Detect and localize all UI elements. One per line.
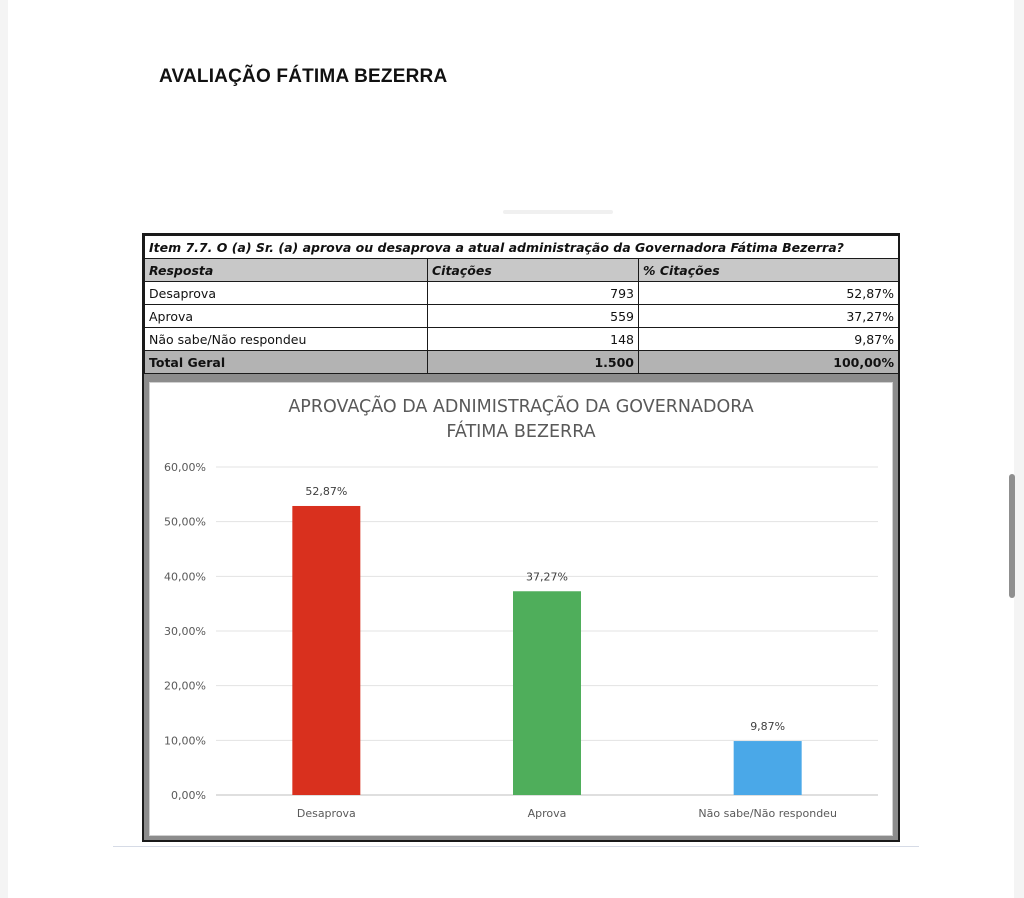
bar-chart (150, 383, 892, 835)
question-text: Item 7.7. O (a) Sr. (a) aprova ou desaprova a atual administração da Governadora Fátima Bezerra? (145, 236, 899, 259)
header-percent: % Citações (639, 259, 899, 282)
row-count: 148 (428, 328, 639, 351)
chart-title-line-2: FÁTIMA BEZERRA (446, 422, 596, 442)
header-row (145, 259, 899, 282)
total-label: Total Geral (145, 351, 428, 374)
y-tick-label: 30,00% (164, 625, 206, 638)
row-count: 559 (428, 305, 639, 328)
survey-block (142, 233, 900, 842)
row-percent: 9,87% (639, 328, 899, 351)
header-resposta: Resposta (145, 259, 428, 282)
y-tick-label: 50,00% (164, 515, 206, 529)
y-tick-label: 40,00% (164, 570, 206, 584)
bar (513, 591, 581, 795)
row-label: Aprova (145, 305, 428, 328)
decorative-shadow (503, 210, 613, 214)
chart-container (149, 382, 893, 836)
total-percent: 100,00% (639, 351, 899, 374)
y-tick-label: 20,00% (164, 679, 206, 693)
bar (734, 741, 802, 795)
x-tick-label: Desaprova (296, 807, 356, 820)
data-label: 52,87% (305, 484, 348, 498)
scrollbar-thumb[interactable] (1009, 474, 1015, 598)
bar (292, 506, 360, 795)
document-title: AVALIAÇÃO FÁTIMA BEZERRA (159, 66, 448, 87)
total-row (145, 351, 899, 374)
y-tick-label: 10,00% (164, 734, 206, 748)
x-tick-label: Não sabe/Não respondeu (698, 807, 837, 820)
data-label: 37,27% (526, 570, 568, 584)
table-row (145, 282, 899, 305)
row-count: 793 (428, 282, 639, 305)
divider (113, 846, 919, 847)
row-percent: 37,27% (639, 305, 899, 328)
data-label: 9,87% (750, 720, 786, 734)
x-tick-label: Aprova (527, 807, 567, 820)
y-tick-label: 0,00% (171, 789, 206, 802)
total-count: 1.500 (428, 351, 639, 374)
question-row (145, 236, 899, 259)
survey-table (144, 235, 899, 374)
y-tick-label: 60,00% (164, 461, 206, 474)
header-citacoes: Citações (428, 259, 639, 282)
table-row (145, 305, 899, 328)
row-percent: 52,87% (639, 282, 899, 305)
row-label: Não sabe/Não respondeu (145, 328, 428, 351)
table-row (145, 328, 899, 351)
chart-title-line-1: APROVAÇÃO DA ADNIMISTRAÇÃO DA GOVERNADORA (288, 397, 754, 417)
row-label: Desaprova (145, 282, 428, 305)
